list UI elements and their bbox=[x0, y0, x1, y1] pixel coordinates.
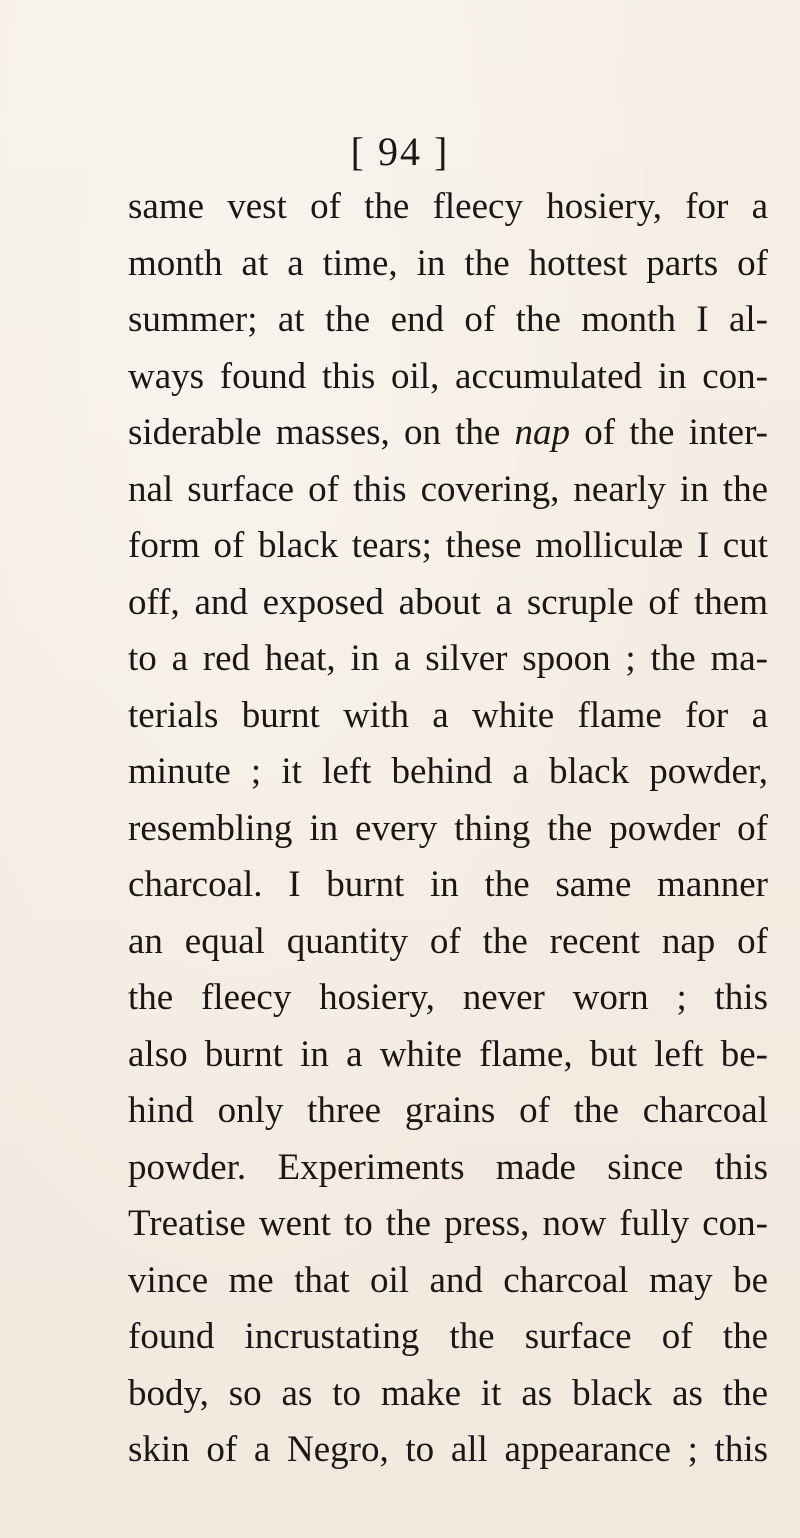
text-line: siderable masses, on the nap of the inter- bbox=[128, 412, 768, 453]
text-line: terials burnt with a white flame for a bbox=[128, 694, 768, 736]
text-line: form of black tears; these molliculæ I cut bbox=[128, 525, 768, 566]
text-line: to a red heat, in a silver spoon ; the ma- bbox=[128, 638, 768, 679]
text-line: Treatise went to the press, now fully con- bbox=[128, 1203, 768, 1244]
text-line: same vest of the fleecy hosiery, for a bbox=[128, 186, 768, 227]
text-line: body, so as to make it as black as the bbox=[128, 1372, 768, 1414]
text-line: an equal quantity of the recent nap of bbox=[128, 920, 768, 962]
text-line: summer; at the end of the month I al- bbox=[128, 299, 768, 340]
text-line: vince me that oil and charcoal may be bbox=[128, 1259, 768, 1301]
text-line: found incrustating the surface of the bbox=[128, 1316, 768, 1357]
italic-word: nap bbox=[514, 412, 571, 453]
text-line: also burnt in a white flame, but left be- bbox=[128, 1033, 768, 1075]
text-line: powder. Experiments made since this bbox=[128, 1146, 768, 1188]
text-line: charcoal. I burnt in the same manner bbox=[128, 864, 768, 905]
text-line: nal surface of this covering, nearly in the bbox=[128, 468, 768, 510]
text-line: off, and exposed about a scruple of them bbox=[128, 581, 768, 623]
text-line: resembling in every thing the powder of bbox=[128, 807, 768, 849]
body-text bbox=[128, 179, 768, 1479]
text-line: minute ; it left behind a black powder, bbox=[128, 751, 768, 792]
text-line: ways found this oil, accumulated in con- bbox=[128, 355, 768, 397]
text-line: the fleecy hosiery, never worn ; this bbox=[128, 977, 768, 1018]
text-line: month at a time, in the hottest parts of bbox=[128, 242, 768, 284]
text-line: hind only three grains of the charcoal bbox=[128, 1090, 768, 1131]
text-line: skin of a Negro, to all appearance ; this bbox=[128, 1429, 768, 1470]
page-number: [ 94 ] bbox=[350, 129, 450, 174]
